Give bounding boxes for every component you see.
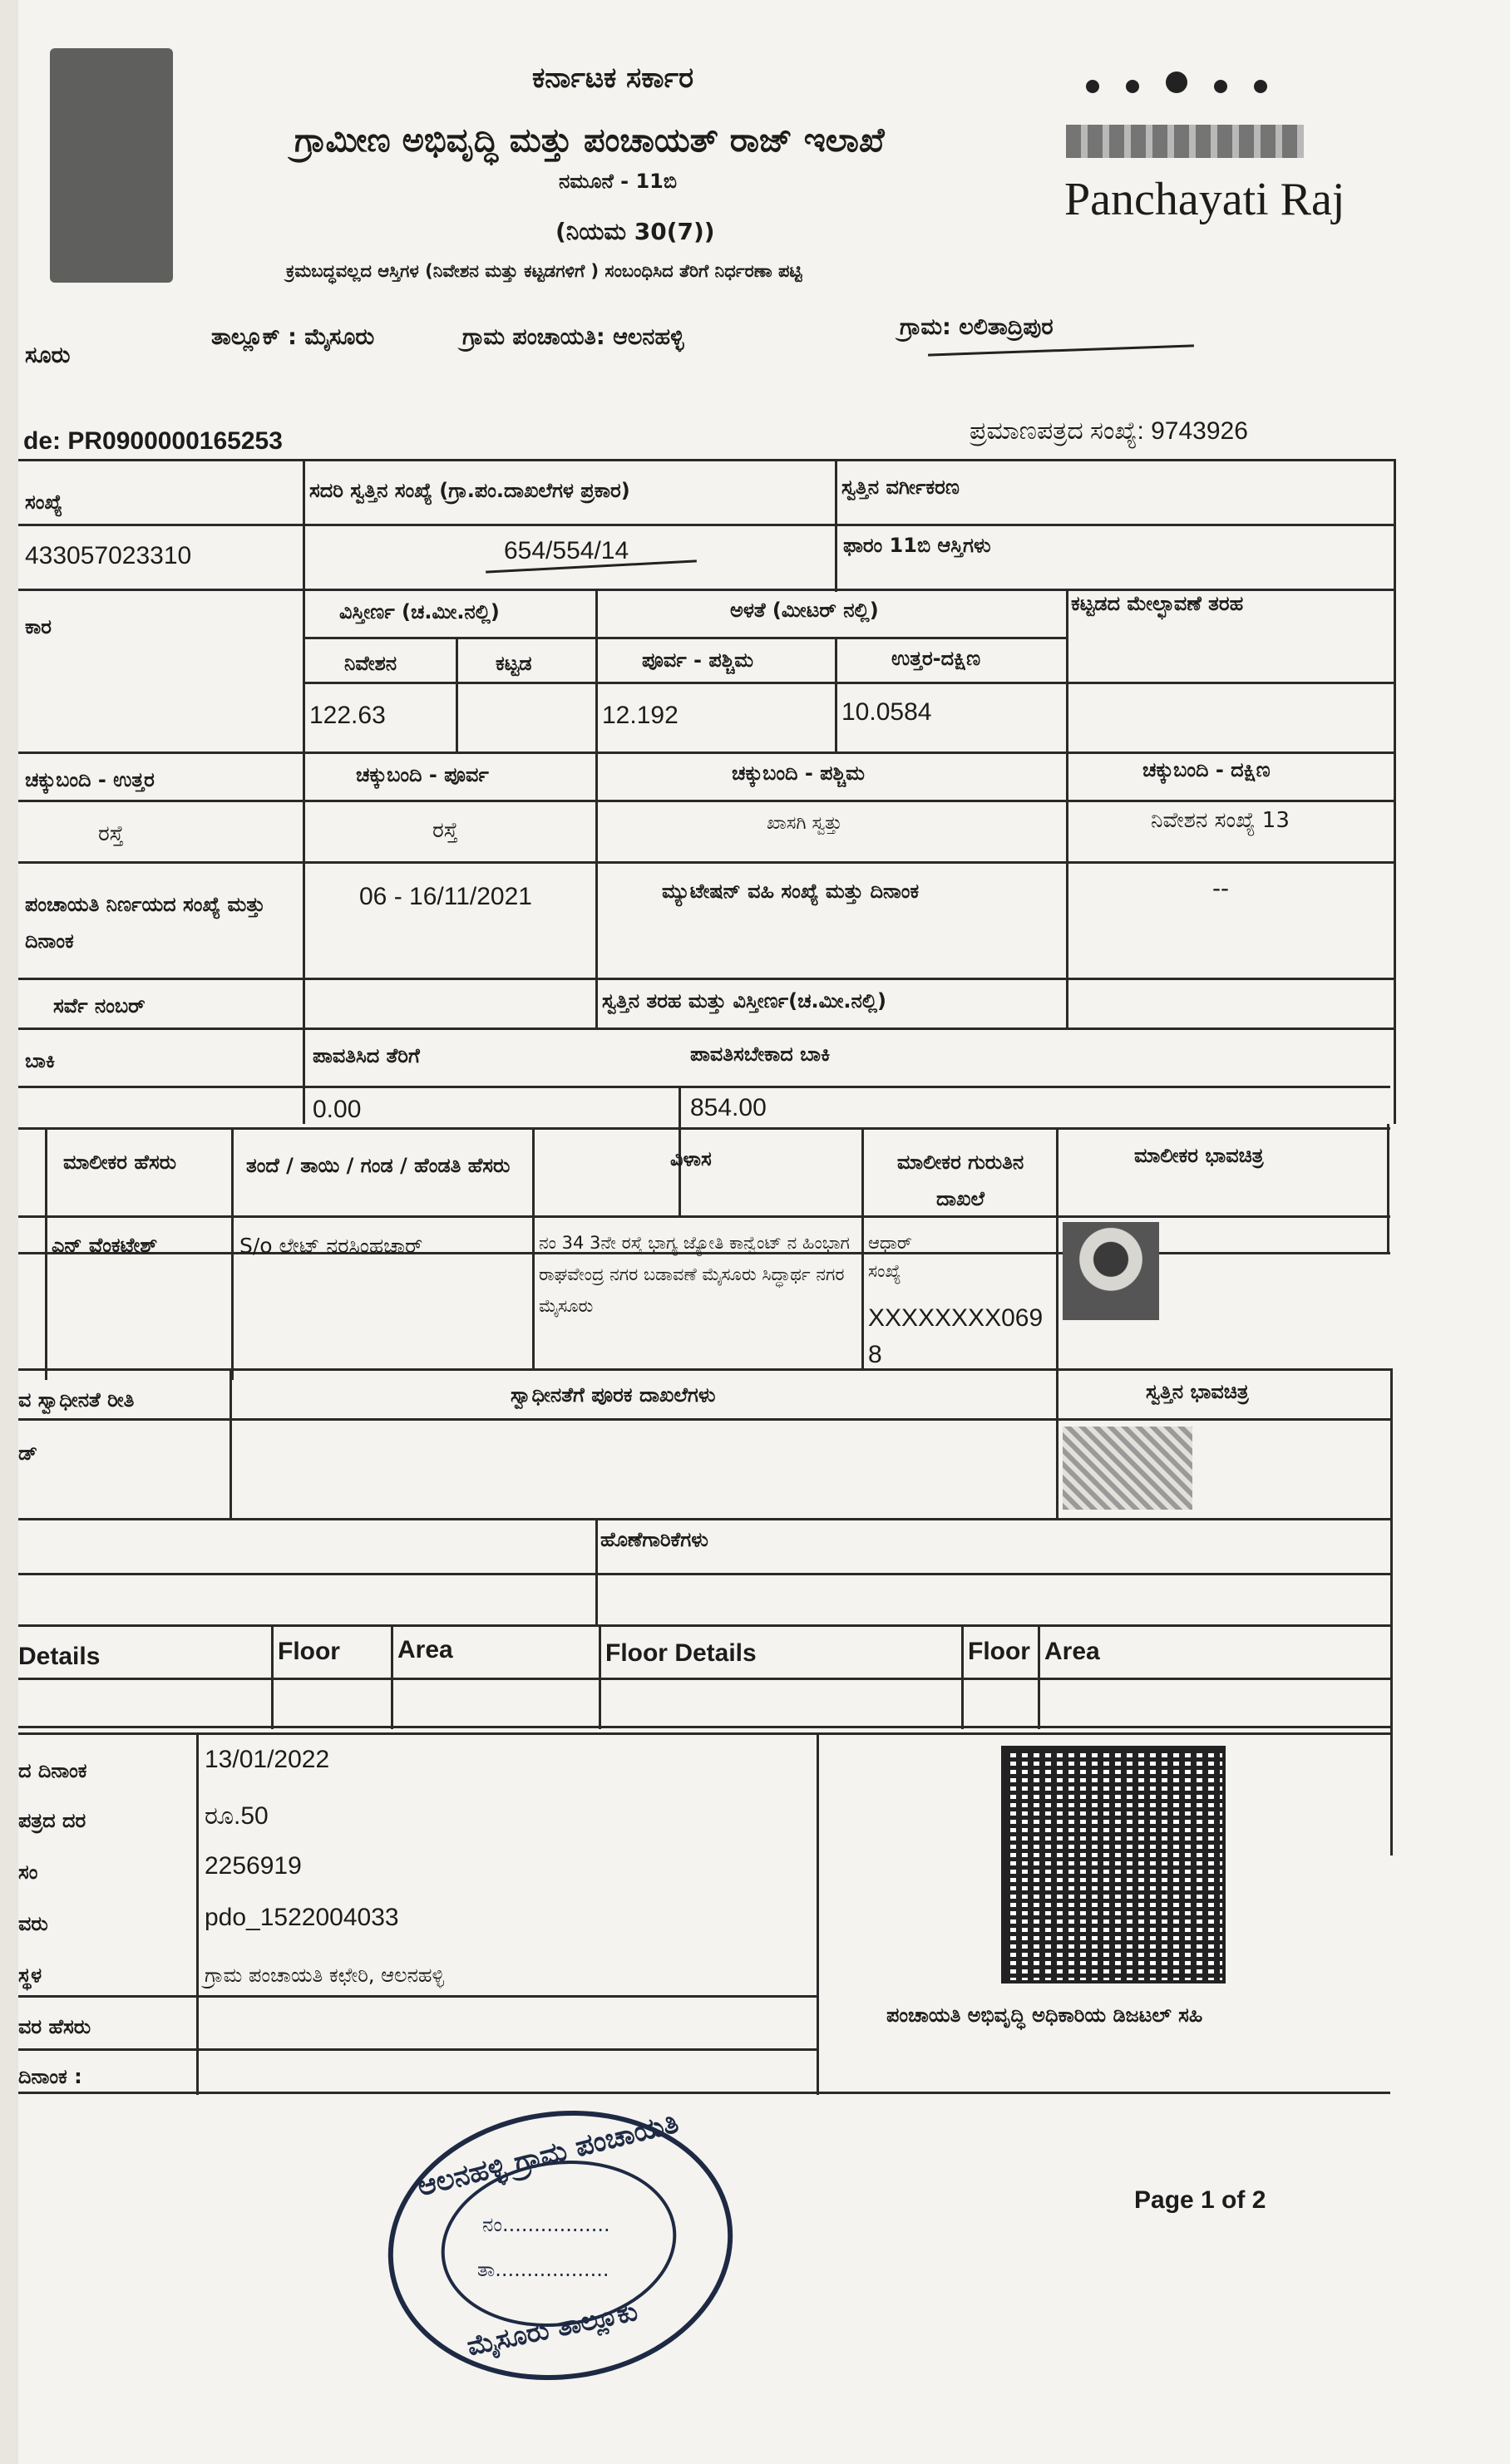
rule [599,1624,601,1729]
department-title: ಗ್ರಾಮೀಣ ಅಭಿವೃದ್ಧಿ ಮತ್ತು ಪಂಚಾಯತ್ ರಾಜ್ ಇಲಾಖೆ [294,121,885,160]
form-number: ನಮೂನೆ - 11ಬಿ [559,170,677,193]
west-boundary-value: ಖಾಸಗಿ ಸ್ವತ್ತು [767,813,842,834]
seal-line-1: ನಂ................. [482,2213,610,2236]
survey-number: 654/554/14 [504,537,629,564]
rule [18,1726,1390,1728]
rule [18,1215,1390,1218]
possession-label: ವ ಸ್ವಾಧೀನತೆ ರೀತಿ [18,1388,135,1412]
rule [18,1995,817,1998]
rule [18,2092,1390,2094]
rule [456,637,458,752]
south-boundary-value: ನಿವೇಶನ ಸಂಖ್ಯೆ 13 [1151,808,1290,833]
resolution-value: 06 - 16/11/2021 [359,883,532,910]
rule [817,1732,819,2095]
floor-header: Floor [278,1638,340,1665]
document-subtitle: ಕ್ರಮಬದ್ಧವಲ್ಲದ ಆಸ್ತಿಗಳ (ನಿವೇಶನ ಮತ್ತು ಕಟ್ಟಡಗಳಿಗೆ ) ಸಂಬಂಧಿಸಿದ ತೆರಿಗೆ ನಿರ್ಧರಣಾ ಪಟ್ಟಿ [286,261,802,281]
mutation-value: -- [1212,875,1229,902]
rule [1066,589,1068,752]
west-boundary-label: ಚಕ್ಕುಬಂದಿ - ಪಶ್ಚಿಮ [732,761,865,785]
rule [18,752,1395,754]
seal-top-text: ಆಲನಹಳ್ಳಿ ಗ್ರಾಮ ಪಂಚಾಯತಿ [413,2106,683,2204]
seal-line-2: ತಾ.................. [477,2258,609,2281]
site-label: ನಿವೇಶನ [344,652,397,675]
issuer-name-label: ವರ ಹೆಸರು [18,2015,91,2038]
rule [45,1127,47,1380]
east-west-value: 12.192 [602,702,679,729]
east-west-label: ಪೂರ್ವ - ಪಶ್ಚಿಮ [642,648,754,672]
rule [18,1086,1390,1088]
rule [271,1624,274,1729]
state-title: ಕರ್ನಾಟಕ ಸರ್ಕಾರ [532,62,694,95]
property-photo-label: ಸ್ವತ್ತಿನ ಭಾವಚಿತ್ರ [1146,1380,1249,1403]
property-id: 433057023310 [25,542,192,569]
issued-by-value: pdo_1522004033 [205,1904,399,1931]
rule [231,1127,234,1380]
digital-sign-label: ಪಂಚಾಯತಿ ಅಭಿವೃದ್ಧಿ ಅಧಿಕಾರಿಯ ಡಿಜಟಲ್ ಸಹಿ [886,2003,1203,2027]
id-doc-type: ಆಧಾರ್ ಸಂಖ್ಯೆ [868,1233,912,1281]
owner-name-header: ಮಾಲೀಕರ ಹೆಸರು [63,1151,177,1174]
floor-details-header: Details [18,1643,101,1670]
rule [18,1518,1390,1520]
owner-address: ನಂ 34 3ನೇ ರಸ್ತೆ ಭಾಗ್ಯ ಜ್ಯೋತಿ ಕಾನ್ವೆಂಟ್ ನ ಹಿಂಭಾಗ ರಾಘವೇಂದ್ರ ನಗರ ಬಡಾವಣೆ ಮೈಸೂರು ಸಿದ್ಧಾರ್ಥ ನಗರ ಮೈಸೂರು [539,1233,850,1316]
rule [1390,1368,1393,1855]
area-header: Area [397,1636,453,1663]
gp-label: ಗ್ರಾಮ ಪಂಚಾಯತಿ: ಆಲನಹಳ್ಳಿ [462,324,684,350]
sign-date-label: ದಿನಾಂಕ : [18,2065,82,2088]
rule [303,459,305,1124]
certificate-number: ಪ್ರಮಾಣಪತ್ರದ ಸಂಖ್ಯೆ: 9743926 [970,417,1248,445]
qr-code [1001,1746,1226,1984]
id-doc-number: XXXXXXXX0698 [868,1304,1044,1368]
resolution-label: ಪಂಚಾಯತಿ ನಿರ್ಣಯದ ಸಂಖ್ಯೆ ಮತ್ತು ದಿನಾಂಕ [25,893,265,953]
paid-tax-label: ಪಾವತಿಸಿದ ತೆರಿಗೆ [313,1044,420,1067]
east-boundary-label: ಚಕ್ಕುಬಂದಿ - ಪೂರ್ವ [356,763,489,786]
survey-number-label: ಸದರಿ ಸ್ವತ್ತಿನ ಸಂಖ್ಯೆ (ಗ್ರಾ.ಪಂ.ದಾಖಲೆಗಳ ಪ್ರಕಾರ) [309,479,630,502]
rule [18,2048,817,2051]
rule [861,1127,864,1368]
rule [1066,978,1068,1027]
rule [18,459,1395,461]
floor-details-header-2: Floor Details [605,1639,757,1667]
rule [595,1518,598,1626]
rule [303,682,1395,684]
north-boundary-label: ಚಕ್ಕುಬಂದಿ - ಉತ್ತರ [25,768,155,791]
rule [1038,1624,1040,1729]
tax-label: ಬಾಕಿ [25,1049,56,1072]
property-code: de: PR0900000165253 [23,427,283,455]
south-boundary-label: ಚಕ್ಕುಬಂದಿ - ದಕ್ಷಿಣ [1142,758,1271,781]
page-indicator: Page 1 of 2 [1134,2186,1266,2214]
floor-header-2: Floor [968,1638,1030,1665]
east-boundary-value: ರಸ್ತೆ [432,818,458,843]
paid-tax-value: 0.00 [313,1096,362,1123]
rule [18,1678,1390,1680]
rule [18,589,1395,591]
relation-name: S/o ಲೇಟ್ ನರಸಿಂಹಚಾರ್ [239,1234,423,1258]
fee-value: ರೂ.50 [205,1802,269,1830]
rule [391,1624,393,1729]
taluk-label: ತಾಲ್ಲೂಕ್ : ಮೈಸೂರು [211,324,375,350]
address-header: ವಿಳಾಸ [670,1147,712,1170]
rule [1394,459,1396,1124]
rule [18,1573,1390,1575]
logo-text: Panchayati Raj [1064,174,1345,225]
receipt-number: 2256919 [205,1852,302,1880]
seal-bottom-text: ಮೈಸೂರು ತಾಲ್ಲೂಕು [464,2294,641,2363]
property-type-label: ಕಾರ [25,615,52,638]
rule [18,800,1395,802]
area-label: ವಿಸ್ತೀರ್ಣ (ಚ.ಮೀ.ನಲ್ಲಿ) [339,600,500,623]
dimensions-label: ಅಳತೆ (ಮೀಟರ್ ನಲ್ಲಿ) [730,599,879,622]
rule [1056,1127,1058,1518]
district-label: ಸೂರು [25,342,71,368]
rule [532,1127,535,1368]
rule [18,1127,1390,1130]
issue-date-label: ದ ದಿನಾಂಕ [18,1759,87,1782]
rule [18,1624,1390,1627]
possession-docs-label: ಸ್ವಾಧೀನತೆಗೆ ಪೂರಕ ದಾಖಲೆಗಳು [511,1383,716,1407]
karnataka-emblem-icon [50,48,173,283]
classification-label: ಸ್ವತ್ತಿನ ವರ್ಗೀಕರಣ [841,476,960,499]
survey-no-label: ಸರ್ವೆ ನಂಬರ್ [53,994,146,1018]
rule [18,861,1395,864]
rule [595,978,598,1027]
panchayati-raj-logo-icon [1073,71,1281,96]
rule [835,637,837,752]
rule [18,524,1395,526]
place-value: ಗ್ರಾಮ ಪಂಚಾಯತಿ ಕಛೇರಿ, ಆಲನಹಳ್ಳಿ [205,1964,445,1987]
place-label: ಸ್ಥಳ [18,1964,42,1987]
north-south-value: 10.0584 [841,698,932,726]
rule [595,589,598,752]
rule [229,1368,232,1518]
rule [18,1368,1390,1371]
north-south-label: ಉತ್ತರ-ದಕ್ಷಿಣ [891,647,981,670]
rule [303,637,1066,639]
nature-area-label: ಸ್ವತ್ತಿನ ತರಹ ಮತ್ತು ವಿಸ್ತೀರ್ಣ(ಚ.ಮೀ.ನಲ್ಲಿ) [602,989,887,1013]
rule-number: (ನಿಯಮ 30(7)) [555,218,715,245]
rule [18,1027,1395,1030]
receipt-label: ಸಂ [18,1860,38,1884]
village-label: ಗ್ರಾಮ: ಲಲಿತಾದ್ರಿಪುರ [900,314,1054,340]
due-tax-label: ಪಾವತಿಸಬೇಕಾದ ಬಾಕಿ [690,1042,831,1066]
property-photo [1063,1427,1192,1510]
building-label: ಕಟ್ಟಡ [496,652,532,675]
classification-value: ಫಾರಂ 11ಬಿ ಆಸ್ತಿಗಳು [843,534,991,557]
owner-photo-header: ಮಾಲೀಕರ ಭಾವಚಿತ್ರ [1134,1144,1264,1167]
roof-type-label: ಕಟ್ಟಡದ ಮೇಲ್ಛಾವಣೆ ತರಹ [1071,592,1244,615]
issue-date: 13/01/2022 [205,1746,330,1773]
rule [18,1418,1390,1421]
north-boundary-value: ರಸ್ತೆ [98,821,124,846]
rule [835,459,837,592]
property-number-label: ಸಂಖ್ಯೆ [25,490,63,514]
mutation-label: ಮ್ಯುಟೇಷನ್ ವಹಿ ಸಂಖ್ಯೆ ಮತ್ತು ದಿನಾಂಕ [662,880,920,903]
relation-header: ತಂದೆ / ತಾಯಿ / ಗಂಡ / ಹೆಂಡತಿ ಹೆಸರು [246,1154,511,1177]
rule [961,1624,964,1729]
rule [196,1732,199,2095]
fee-label: ಪತ್ರದ ದರ [18,1809,86,1832]
issued-by-label: ವರು [18,1912,48,1935]
rule [1387,1124,1389,1254]
id-doc-header: ಮಾಲೀಕರ ಗುರುತಿನ ದಾಖಲೆ [896,1151,1024,1210]
logo-band [1066,125,1304,158]
owner-name: ಎನ್ ವೆಂಕಟೇಶ್ [52,1234,158,1257]
due-tax-value: 854.00 [690,1094,767,1121]
rule [18,978,1395,980]
site-area-value: 122.63 [309,702,386,729]
rule [18,1732,1390,1735]
possession-value: ಡ್ [18,1441,38,1465]
owner-photo [1063,1222,1159,1320]
liabilities-label: ಹೊಣೆಗಾರಿಕೆಗಳು [600,1528,708,1551]
area-header-2: Area [1044,1638,1100,1665]
